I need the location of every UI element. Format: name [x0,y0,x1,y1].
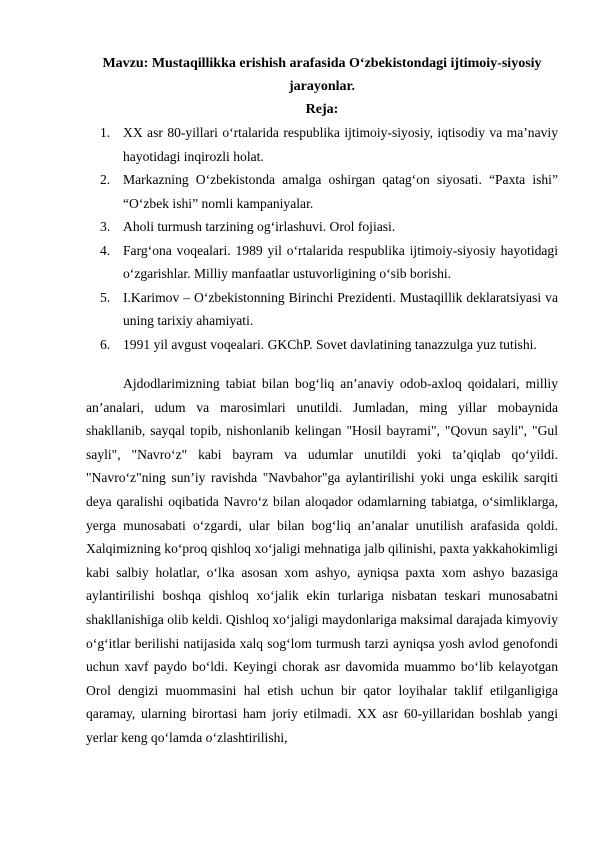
plan-item-text: Farg‘ona voqealari. 1989 yil o‘rtalarida respublika ijtimoiy-siyosiy hayotidagi o‘zgarishlar. Milliy manfaatlar ustuvorligining o‘sib borishi. [123,242,558,281]
plan-list [86,121,558,356]
plan-item [86,168,558,215]
plan-item-number: 5. [100,289,111,305]
plan-item-number: 2. [100,172,111,187]
plan-item [86,286,558,333]
title-line-2: jarayonlar. [289,79,355,94]
document-page [86,52,558,750]
plan-item-text: I.Karimov – O‘zbekistonning Birinchi Prezidenti. Mustaqillik deklaratsiyasi va uning tarixiy ahamiyati. [123,289,558,328]
plan-item-number: 3. [100,219,111,234]
plan-item-number: 6. [100,336,111,352]
plan-heading: Reja: [305,102,339,117]
plan-item [86,215,558,239]
plan-item [86,333,558,357]
document-title [86,52,558,98]
plan-item-number: 4. [100,242,111,258]
title-line-1: Mavzu: Mustaqillikka erishish arafasida O‘zbekistondagi ijtimoiy-siyosiy [102,56,542,71]
plan-item-text: 1991 yil avgust voqealari. GKChP. Sovet davlatining tanazzulga yuz tutishi. [123,336,537,352]
plan-item [86,121,558,168]
plan-item [86,239,558,286]
plan-item-number: 1. [100,125,111,140]
plan-item-text: Markazning O‘zbekistonda amalga oshirgan qatag‘on siyosati. “Paxta ishi” “O‘zbek ishi” nomli kampaniyalar. [123,172,558,211]
body-paragraph: Ajdodlarimizning tabiat bilan bog‘liq an’anaviy odob-axloq qoidalari, milliy an’analari, udum va marosimlari unutildi. Jumladan, ming yillar mobaynida shakllanib, sayqal topib, nishonlanib kelingan "Hosil bayrami", "Qovun sayli", "Gul sayli", "Navro‘z" kabi bayram va udumlar unutildi yoki ta’qiqlab qo‘yildi. "Navro‘z"ning sun’iy ravishda "Navbahor"ga aylantirilishi yoki unga eskilik sarqiti deya qaralishi oqibatida Navro‘z bilan aloqador odamlarning tabiatga, o‘simliklarga, yerga munosabati o‘zgardi, ular bilan bog‘liq an’analar unutilish arafasida qoldi. Xalqimizning ko‘proq qishloq xo‘jaligi mehnatiga jalb qilinishi, paxta yakkahokimligi kabi salbiy holatlar, o‘lka asosan xom ashyo, ayniqsa paxta xom ashyo bazasiga aylantirilishi boshqa qishloq xo‘jalik ekin turlariga nisbatan teskari munosabatni shakllanishiga olib keldi. Qishloq xo‘jaligi maydonlariga maksimal darajada kimyoviy o‘g‘itlar berilishi natijasida xalq sog‘lom turmush tarzi ayniqsa yosh avlod genofondi uchun xavf paydo bo‘ldi. Keyingi chorak asr davomida muammo bo‘lib kelayotgan Orol dengizi muommasini hal etish uchun bir qator loyihalar taklif etilganligiga qaramay, ularning birortasi ham joriy etilmadi. XX asr 60-yillaridan boshlab yangi yerlar keng qo‘lamda o‘zlashtirilishi, [86,376,558,745]
plan-item-text: Aholi turmush tarzining og‘irlashuvi. Orol fojiasi. [123,219,396,234]
plan-item-text: XX asr 80-yillari o‘rtalarida respublika ijtimoiy-siyosiy, iqtisodiy va ma’naviy hayotidagi inqirozli holat. [123,125,558,164]
